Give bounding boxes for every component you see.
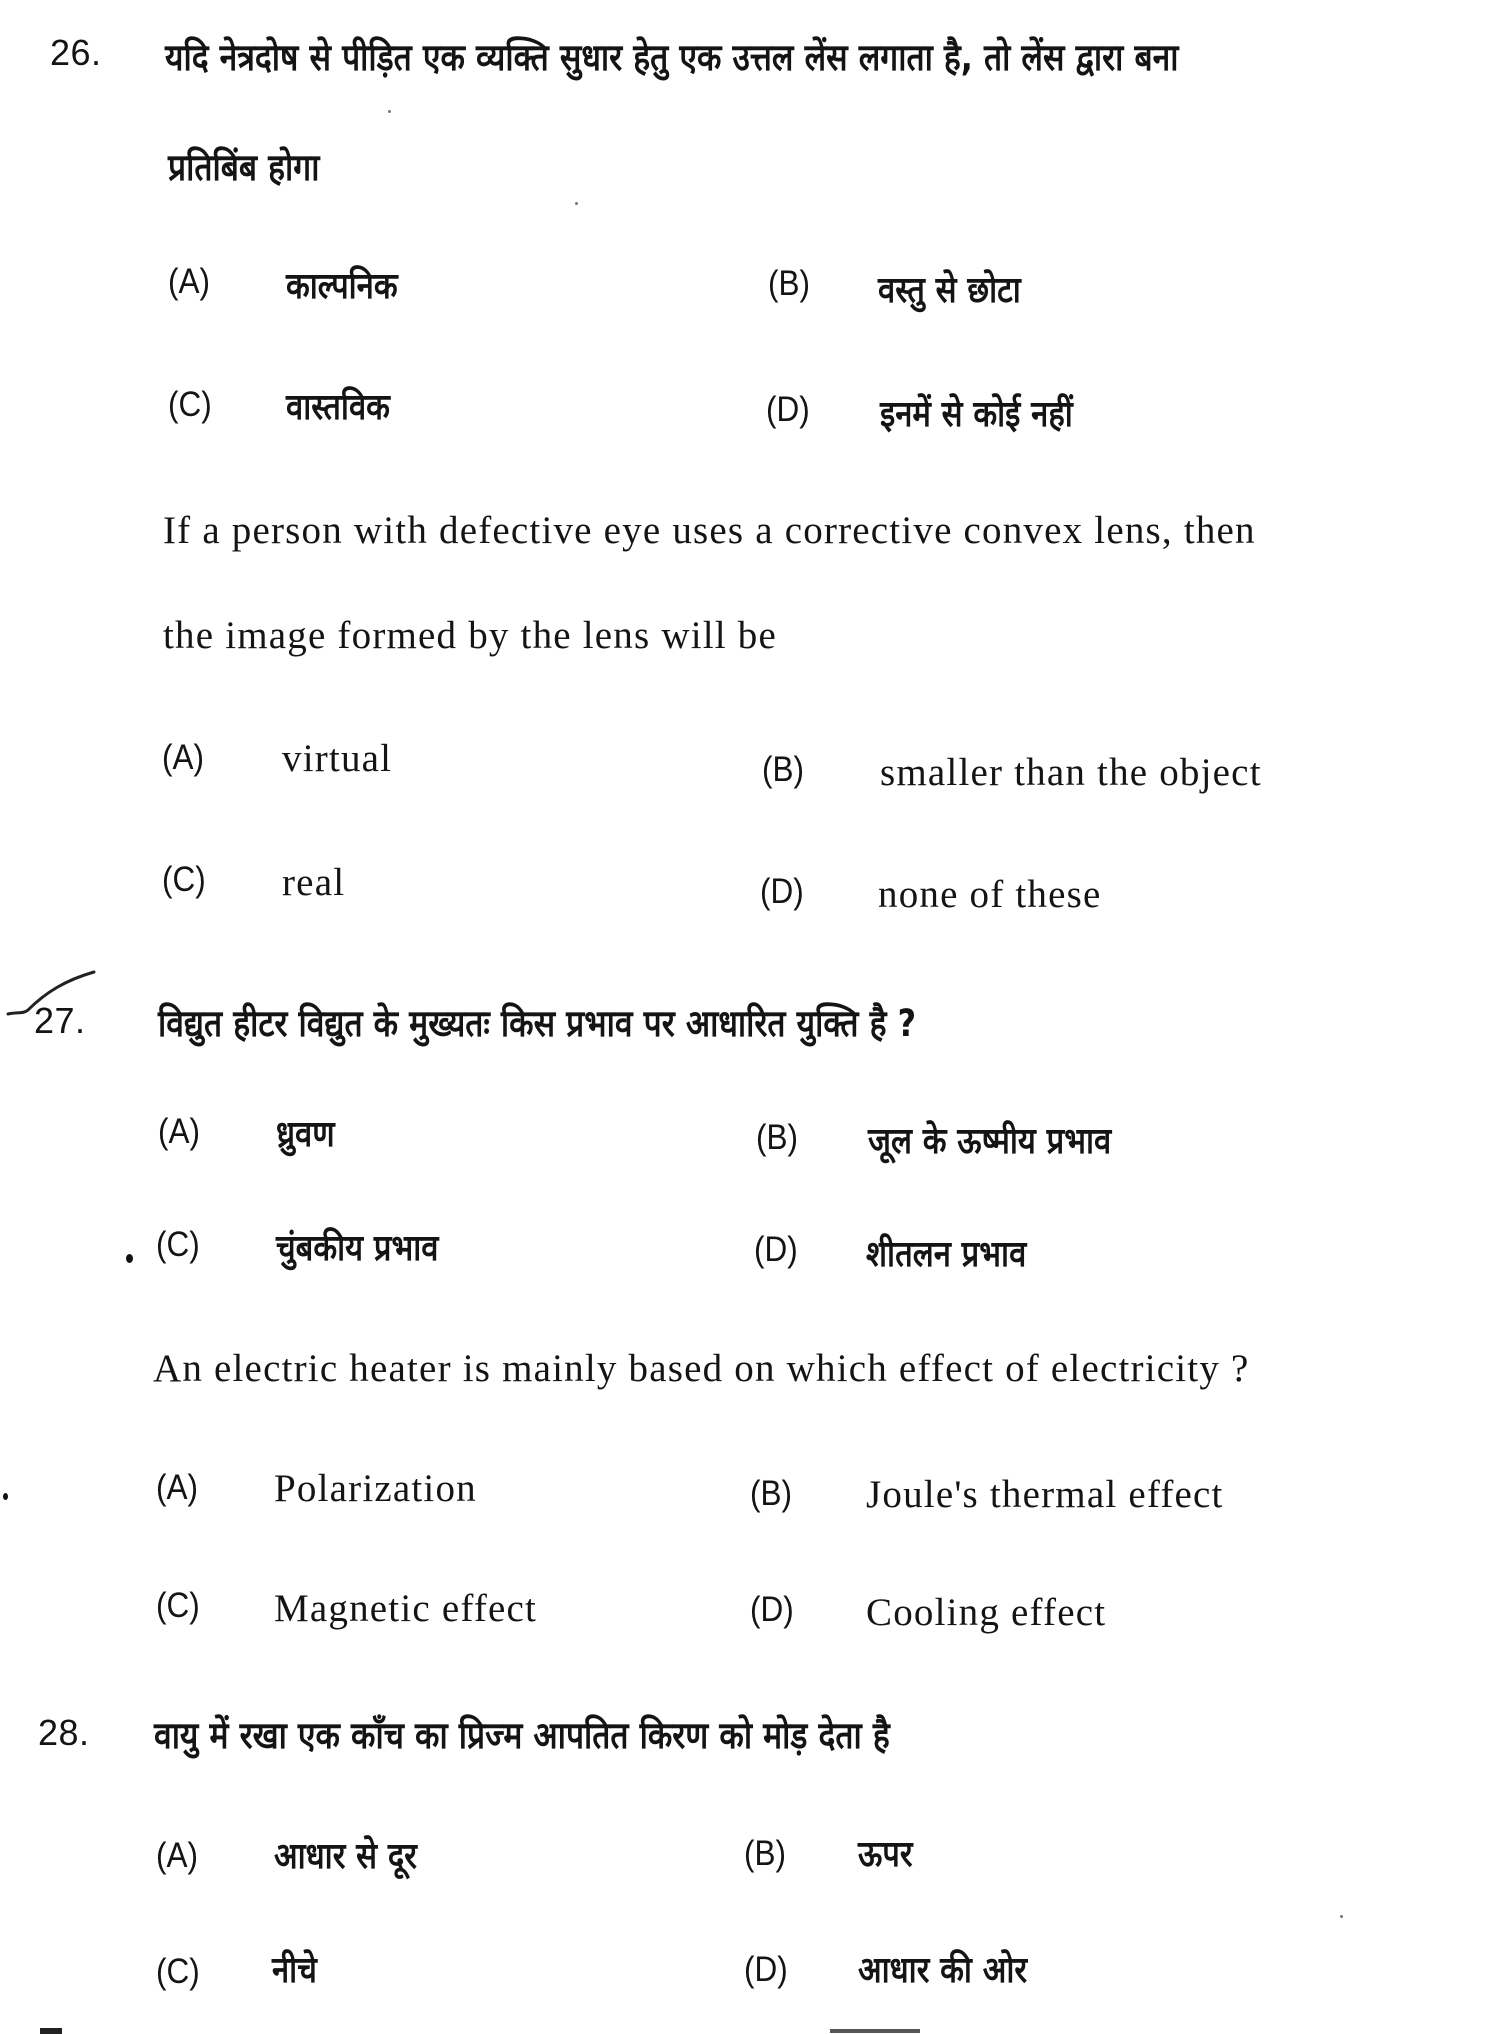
option-label-c: (C) — [156, 1225, 200, 1264]
option-text-d-hindi: इनमें से कोई नहीं — [880, 394, 1073, 435]
question-text-hindi-cont: प्रतिबिंब होगा — [168, 146, 320, 189]
option-label-a: (A) — [162, 738, 204, 777]
question-text-english-cont: the image formed by the lens will be — [163, 614, 777, 657]
option-text-b-english: smaller than the object — [880, 751, 1262, 794]
option-text-a-hindi: ध्रुवण — [276, 1114, 335, 1155]
question-number: 28. — [38, 1712, 90, 1753]
option-text-b-hindi: वस्तु से छोटा — [878, 270, 1021, 311]
option-text-c-english: real — [282, 861, 346, 904]
question-text-hindi: विद्युत हीटर विद्युत के मुख्यतः किस प्रभाव पर आधारित युक्ति है ? — [158, 1002, 917, 1045]
option-text-a-hindi: आधार से दूर — [274, 1836, 417, 1877]
option-text-b-hindi: ऊपर — [858, 1834, 913, 1875]
option-label-b: (B) — [768, 264, 810, 303]
option-text-b-hindi: जूल के ऊष्मीय प्रभाव — [868, 1121, 1112, 1162]
option-label-d: (D) — [760, 872, 804, 911]
scan-speck — [388, 110, 391, 113]
option-label-d: (D) — [766, 390, 810, 429]
option-label-d: (D) — [744, 1950, 788, 1989]
scan-speck — [1340, 1915, 1343, 1918]
option-text-c-hindi: चुंबकीय प्रभाव — [276, 1228, 439, 1269]
scan-speck — [575, 202, 578, 205]
option-text-a-hindi: काल्पनिक — [286, 266, 398, 307]
stray-mark — [3, 1493, 8, 1500]
option-text-d-hindi: शीतलन प्रभाव — [866, 1234, 1027, 1275]
question-text-hindi: वायु में रखा एक काँच का प्रिज्म आपतित किरण को मोड़ देता है — [154, 1714, 890, 1757]
option-label-a: (A) — [158, 1112, 200, 1151]
question-text-english: If a person with defective eye uses a corrective convex lens, then — [163, 509, 1256, 552]
question-text-hindi: यदि नेत्रदोष से पीड़ित एक व्यक्ति सुधार हेतु एक उत्तल लेंस लगाता है, तो लेंस द्वारा बना — [165, 36, 1179, 79]
option-label-d: (D) — [754, 1230, 798, 1269]
option-label-a: (A) — [156, 1836, 198, 1875]
option-text-d-hindi: आधार की ओर — [858, 1950, 1028, 1991]
option-text-a-english: virtual — [282, 737, 393, 780]
option-text-c-english: Magnetic effect — [274, 1587, 538, 1630]
stray-mark — [126, 1254, 133, 1263]
option-label-a: (A) — [156, 1468, 198, 1507]
option-label-b: (B) — [744, 1834, 786, 1873]
option-label-b: (B) — [756, 1118, 798, 1157]
option-label-a: (A) — [168, 262, 210, 301]
option-label-c: (C) — [156, 1952, 200, 1991]
option-text-b-english: Joule's thermal effect — [866, 1473, 1224, 1516]
option-text-c-hindi: नीचे — [272, 1950, 317, 1991]
option-label-c: (C) — [156, 1586, 200, 1625]
option-text-d-english: Cooling effect — [866, 1591, 1107, 1634]
option-label-b: (B) — [762, 750, 804, 789]
question-number: 27. — [34, 1000, 86, 1041]
option-text-a-english: Polarization — [274, 1467, 477, 1510]
option-label-b: (B) — [750, 1474, 792, 1513]
question-text-english: An electric heater is mainly based on which effect of electricity ? — [153, 1347, 1250, 1390]
page-edge-mark — [830, 2029, 920, 2033]
option-label-d: (D) — [750, 1590, 794, 1629]
option-label-c: (C) — [168, 385, 212, 424]
option-text-c-hindi: वास्तविक — [286, 387, 390, 428]
option-label-c: (C) — [162, 860, 206, 899]
question-number: 26. — [50, 32, 102, 73]
option-text-d-english: none of these — [878, 873, 1102, 916]
page-edge-mark — [40, 2028, 62, 2034]
